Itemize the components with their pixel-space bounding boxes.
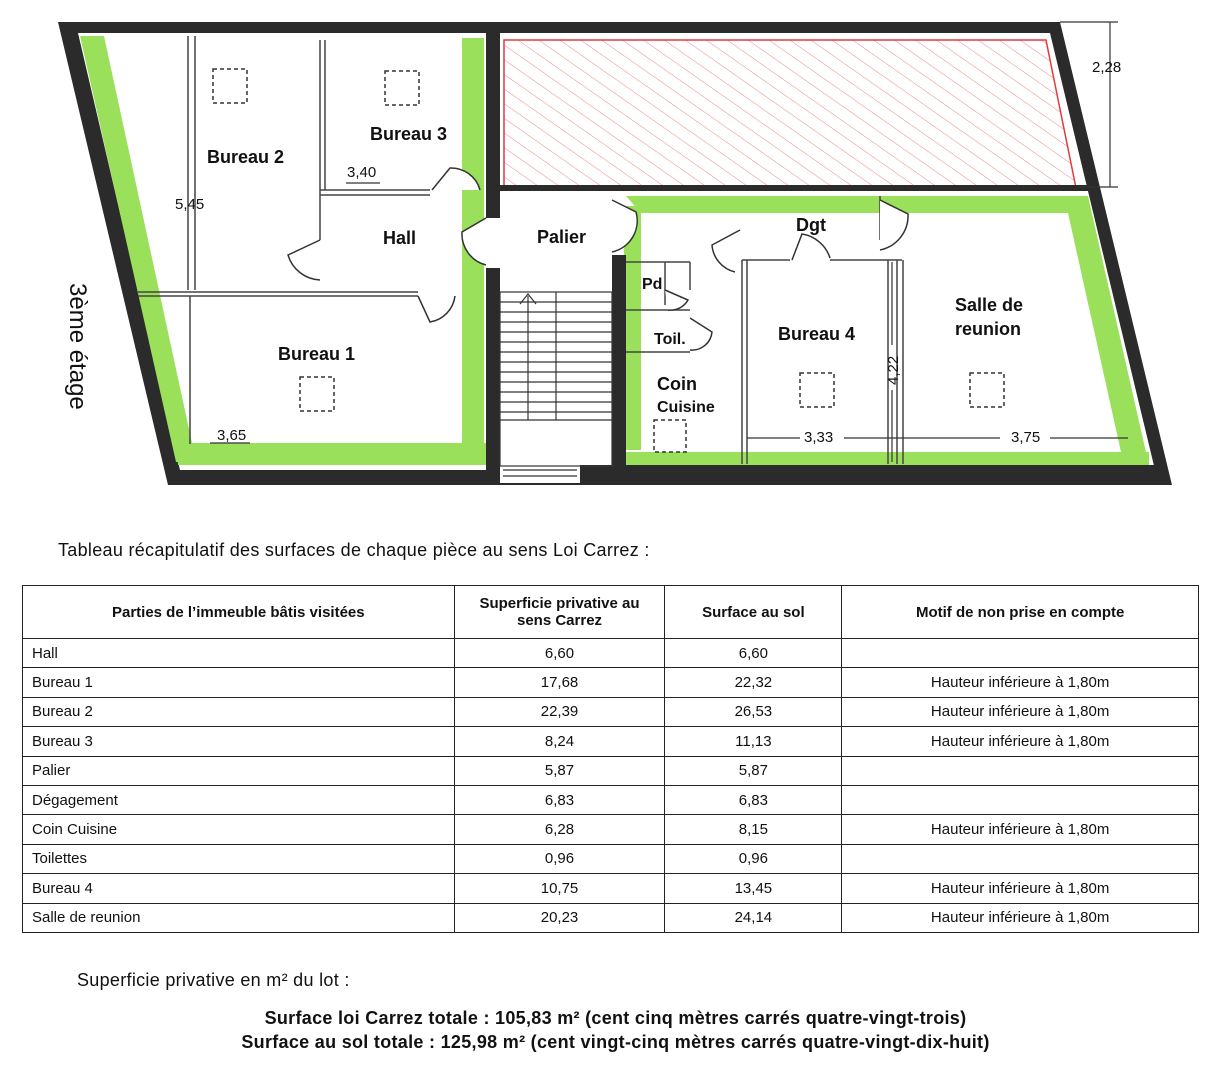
floor-plan — [0, 0, 1231, 500]
cell-sol: 13,45 — [665, 874, 842, 903]
cell-carrez: 6,83 — [454, 785, 665, 814]
dim-422: 4,22 — [885, 355, 902, 385]
cell-motif: Hauteur inférieure à 1,80m — [842, 815, 1199, 844]
cell-carrez: 22,39 — [454, 697, 665, 726]
room-label-bureau1: Bureau 1 — [278, 344, 356, 364]
room-label-toil: Toil. — [654, 331, 686, 348]
cell-room: Dégagement — [23, 785, 455, 814]
table-row — [23, 785, 1199, 814]
cell-sol: 8,15 — [665, 815, 842, 844]
cell-motif — [842, 844, 1199, 873]
room-label-palier: Palier — [537, 227, 587, 247]
table-row — [23, 668, 1199, 697]
room-label-bureau4: Bureau 4 — [778, 324, 856, 344]
cell-motif: Hauteur inférieure à 1,80m — [842, 874, 1199, 903]
room-label-salle-line1: Salle de — [955, 295, 1024, 315]
cell-sol: 24,14 — [665, 903, 842, 932]
cell-carrez: 5,87 — [454, 756, 665, 785]
room-label-hall: Hall — [383, 228, 417, 248]
cell-room: Salle de reunion — [23, 903, 455, 932]
room-label-coin: Coin — [657, 374, 697, 394]
cell-motif: Hauteur inférieure à 1,80m — [842, 668, 1199, 697]
cell-carrez: 20,23 — [454, 903, 665, 932]
col-header-parties: Parties de l’immeuble bâtis visitées — [23, 586, 455, 639]
dim-365: 3,65 — [217, 427, 247, 444]
table-row — [23, 844, 1199, 873]
room-label-dgt: Dgt — [796, 215, 826, 235]
dim-340: 3,40 — [347, 164, 377, 181]
floor-label: 3ème étage — [64, 283, 91, 410]
room-label-bureau3: Bureau 3 — [370, 124, 448, 144]
cell-motif — [842, 756, 1199, 785]
cell-sol: 11,13 — [665, 727, 842, 756]
cell-motif: Hauteur inférieure à 1,80m — [842, 697, 1199, 726]
cell-room: Coin Cuisine — [23, 815, 455, 844]
room-label-pd: Pd — [642, 276, 663, 293]
cell-sol: 6,60 — [665, 639, 842, 668]
table-row — [23, 697, 1199, 726]
dim-333: 3,33 — [804, 429, 834, 446]
cell-carrez: 6,28 — [454, 815, 665, 844]
summary-label: Superficie privative en m² du lot : — [77, 970, 350, 990]
cell-room: Toilettes — [23, 844, 455, 873]
col-header-motif: Motif de non prise en compte — [842, 586, 1199, 639]
cell-carrez: 10,75 — [454, 874, 665, 903]
cell-room: Bureau 2 — [23, 697, 455, 726]
carrez-total: Surface loi Carrez totale : 105,83 m² (cent cinq mètres carrés quatre-vingt-trois) — [264, 1008, 967, 1028]
cell-motif: Hauteur inférieure à 1,80m — [842, 903, 1199, 932]
table-row — [23, 903, 1199, 932]
cell-motif — [842, 639, 1199, 668]
cell-room: Palier — [23, 756, 455, 785]
cell-motif: Hauteur inférieure à 1,80m — [842, 727, 1199, 756]
col-header-carrez: Superficie privative au sens Carrez — [454, 586, 665, 639]
cell-carrez: 6,60 — [454, 639, 665, 668]
table-row — [23, 639, 1199, 668]
table-row — [23, 756, 1199, 785]
cell-room: Bureau 3 — [23, 727, 455, 756]
room-label-bureau2: Bureau 2 — [207, 147, 285, 167]
hatched-zone — [504, 40, 1076, 188]
cell-sol: 26,53 — [665, 697, 842, 726]
table-row — [23, 815, 1199, 844]
cell-sol: 22,32 — [665, 668, 842, 697]
room-label-salle-line2: reunion — [955, 319, 1021, 339]
dim-375: 3,75 — [1011, 429, 1041, 446]
cell-room: Hall — [23, 639, 455, 668]
room-label-cuisine: Cuisine — [657, 399, 715, 416]
table-header-row — [23, 586, 1199, 639]
surface-table — [22, 585, 1199, 933]
dim-545: 5,45 — [175, 196, 205, 213]
cell-sol: 6,83 — [665, 785, 842, 814]
sol-total: Surface au sol totale : 125,98 m² (cent vingt-cinq mètres carrés quatre-vingt-dix-huit) — [241, 1032, 990, 1052]
cell-carrez: 8,24 — [454, 727, 665, 756]
col-header-sol: Surface au sol — [665, 586, 842, 639]
cell-motif — [842, 785, 1199, 814]
cell-carrez: 0,96 — [454, 844, 665, 873]
dim-228: 2,28 — [1092, 59, 1122, 76]
cell-room: Bureau 1 — [23, 668, 455, 697]
table-row — [23, 727, 1199, 756]
cell-sol: 0,96 — [665, 844, 842, 873]
cell-sol: 5,87 — [665, 756, 842, 785]
cell-room: Bureau 4 — [23, 874, 455, 903]
table-caption: Tableau récapitulatif des surfaces de chaque pièce au sens Loi Carrez : — [58, 540, 650, 560]
table-row — [23, 874, 1199, 903]
cell-carrez: 17,68 — [454, 668, 665, 697]
